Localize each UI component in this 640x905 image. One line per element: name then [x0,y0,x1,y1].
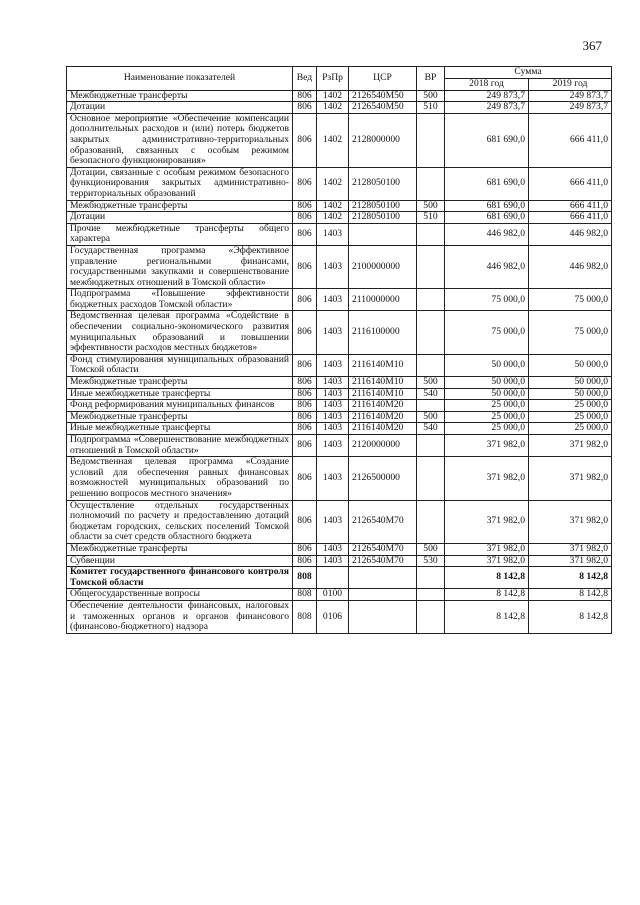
row-rzpr: 1403 [317,223,349,245]
row-value-2018: 50 000,0 [445,377,529,389]
row-rzpr: 1403 [317,411,349,423]
row-value-2018: 371 982,0 [445,543,529,555]
row-csr: 2126540М70 [349,500,417,543]
row-name: Межбюджетные трансферты [67,200,293,212]
row-ved: 806 [293,435,317,457]
row-ved: 806 [293,500,317,543]
row-csr: 2116140М10 [349,377,417,389]
row-ved: 806 [293,354,317,376]
row-rzpr: 1403 [317,457,349,500]
row-value-2018: 8 142,8 [445,600,529,633]
table-row [67,311,612,354]
row-vr: 500 [417,377,445,389]
table-row [67,423,612,435]
row-rzpr: 1402 [317,212,349,224]
row-ved: 806 [293,289,317,311]
row-name: Дотации [67,212,293,224]
table-row [67,167,612,200]
row-name: Общегосударственные вопросы [67,589,293,601]
row-vr [417,223,445,245]
row-name: Основное мероприятие «Обеспечение компенсации дополнительных расходов и (или) потерь бюджетов закрытых административно-территориальных образований, связанных с особым режимом безопасного функционирования» [67,113,293,167]
row-value-2019: 371 982,0 [529,543,612,555]
row-csr: 2128050100 [349,167,417,200]
row-vr [417,457,445,500]
row-value-2019: 75 000,0 [529,289,612,311]
header-rzpr: РзПр [317,67,349,91]
row-name: Обеспечение деятельности финансовых, налоговых и таможенных органов и органов финансового (финансово-бюджетного) надзора [67,600,293,633]
table-row [67,377,612,389]
row-vr: 500 [417,543,445,555]
row-ved: 806 [293,212,317,224]
row-value-2018: 371 982,0 [445,555,529,567]
row-name: Дотации, связанные с особым режимом безопасного функционирования закрытых административно-территориальных образований [67,167,293,200]
row-name: Государственная программа «Эффективное управление региональными финансами, государственными закупками и совершенствование межбюджетных отношений в Томской области» [67,245,293,288]
row-ved: 808 [293,567,317,589]
row-csr: 2126540М70 [349,555,417,567]
row-rzpr: 1403 [317,289,349,311]
table-header [67,67,612,91]
row-csr: 2126540М50 [349,90,417,102]
table-body [67,90,612,633]
row-vr: 500 [417,90,445,102]
row-csr: 2100000000 [349,245,417,288]
row-csr: 2128050100 [349,200,417,212]
row-value-2019: 50 000,0 [529,377,612,389]
row-rzpr: 0100 [317,589,349,601]
row-value-2019: 371 982,0 [529,435,612,457]
row-vr [417,167,445,200]
row-name: Подпрограмма «Повышение эффективности бюджетных расходов Томской области» [67,289,293,311]
row-rzpr: 0106 [317,600,349,633]
table-row [67,113,612,167]
row-rzpr: 1402 [317,113,349,167]
row-vr: 540 [417,388,445,400]
row-value-2018: 50 000,0 [445,388,529,400]
row-value-2019: 8 142,8 [529,600,612,633]
row-vr [417,435,445,457]
row-ved: 806 [293,423,317,435]
row-vr [417,245,445,288]
row-ved: 806 [293,388,317,400]
row-csr: 2116140М20 [349,423,417,435]
row-vr: 540 [417,423,445,435]
row-value-2019: 249 873,7 [529,90,612,102]
row-rzpr: 1402 [317,167,349,200]
table-row [67,223,612,245]
row-name: Ведомственная целевая программа «Содействие в обеспечении социально-экономического развития муниципальных образований и повышении эффективности расходов местных бюджетов» [67,311,293,354]
row-value-2018: 681 690,0 [445,167,529,200]
row-value-2019: 666 411,0 [529,200,612,212]
row-rzpr: 1403 [317,500,349,543]
row-value-2018: 25 000,0 [445,411,529,423]
row-value-2018: 371 982,0 [445,435,529,457]
row-value-2018: 8 142,8 [445,567,529,589]
row-value-2019: 249 873,7 [529,102,612,114]
row-csr: 2120000000 [349,435,417,457]
row-value-2018: 371 982,0 [445,457,529,500]
row-value-2019: 25 000,0 [529,411,612,423]
row-ved: 806 [293,245,317,288]
row-rzpr: 1403 [317,543,349,555]
budget-table [66,66,612,634]
row-name: Ведомственная целевая программа «Создание условий для обеспечения равных финансовых возможностей муниципальных образований по решению вопросов местного значения» [67,457,293,500]
table-row [67,411,612,423]
row-csr: 2126540М70 [349,543,417,555]
row-ved: 806 [293,411,317,423]
row-ved: 808 [293,600,317,633]
row-vr [417,567,445,589]
header-sum: Сумма [445,67,612,79]
row-vr: 510 [417,212,445,224]
table-row [67,245,612,288]
row-value-2019: 75 000,0 [529,311,612,354]
row-value-2018: 371 982,0 [445,500,529,543]
row-name: Комитет государственного финансового контроля Томской области [67,567,293,589]
row-vr [417,589,445,601]
row-vr [417,113,445,167]
row-name: Прочие межбюджетные трансферты общего характера [67,223,293,245]
row-rzpr: 1402 [317,90,349,102]
table-row [67,212,612,224]
row-name: Межбюджетные трансферты [67,90,293,102]
row-csr [349,600,417,633]
row-rzpr: 1403 [317,555,349,567]
row-name: Межбюджетные трансферты [67,411,293,423]
row-rzpr: 1403 [317,435,349,457]
row-rzpr: 1402 [317,102,349,114]
row-value-2018: 75 000,0 [445,311,529,354]
table-row [67,500,612,543]
row-name: Субвенции [67,555,293,567]
table-row [67,435,612,457]
row-vr [417,311,445,354]
row-ved: 806 [293,400,317,412]
row-ved: 806 [293,555,317,567]
table-row [67,400,612,412]
row-value-2018: 249 873,7 [445,90,529,102]
row-value-2018: 446 982,0 [445,245,529,288]
table-row [67,289,612,311]
row-vr [417,600,445,633]
row-csr: 2128000000 [349,113,417,167]
table-row [67,555,612,567]
row-name: Иные межбюджетные трансферты [67,423,293,435]
row-name: Иные межбюджетные трансферты [67,388,293,400]
header-2018: 2018 год [445,79,529,91]
row-rzpr [317,567,349,589]
row-csr [349,589,417,601]
row-csr: 2116140М20 [349,411,417,423]
row-vr [417,289,445,311]
row-ved: 808 [293,589,317,601]
row-value-2019: 666 411,0 [529,212,612,224]
table-row [67,589,612,601]
row-value-2019: 371 982,0 [529,457,612,500]
header-vr: ВР [417,67,445,91]
row-rzpr: 1403 [317,377,349,389]
row-value-2018: 681 690,0 [445,113,529,167]
header-2019: 2019 год [529,79,612,91]
row-value-2019: 8 142,8 [529,589,612,601]
row-value-2018: 681 690,0 [445,212,529,224]
row-csr: 2128050100 [349,212,417,224]
row-ved: 806 [293,377,317,389]
row-rzpr: 1403 [317,388,349,400]
row-csr: 2126540М50 [349,102,417,114]
row-value-2019: 50 000,0 [529,354,612,376]
row-rzpr: 1403 [317,311,349,354]
header-ved: Вед [293,67,317,91]
row-ved: 806 [293,113,317,167]
header-csr: ЦСР [349,67,417,91]
row-value-2018: 25 000,0 [445,400,529,412]
row-ved: 806 [293,200,317,212]
row-csr [349,567,417,589]
table-row [67,200,612,212]
row-vr: 510 [417,102,445,114]
row-csr: 2116140М20 [349,400,417,412]
table-row [67,354,612,376]
row-value-2018: 446 982,0 [445,223,529,245]
row-csr: 2116140М10 [349,354,417,376]
row-rzpr: 1402 [317,200,349,212]
row-value-2018: 50 000,0 [445,354,529,376]
row-rzpr: 1403 [317,354,349,376]
row-csr: 2116100000 [349,311,417,354]
row-name: Фонд реформирования муниципальных финансов [67,400,293,412]
row-value-2019: 371 982,0 [529,555,612,567]
row-vr [417,400,445,412]
row-ved: 806 [293,223,317,245]
table-row [67,90,612,102]
row-value-2018: 8 142,8 [445,589,529,601]
row-csr: 2126500000 [349,457,417,500]
table-row [67,567,612,589]
row-value-2019: 666 411,0 [529,113,612,167]
row-name: Межбюджетные трансферты [67,377,293,389]
table-row [67,388,612,400]
row-rzpr: 1403 [317,245,349,288]
row-ved: 806 [293,311,317,354]
row-vr: 500 [417,411,445,423]
row-value-2018: 249 873,7 [445,102,529,114]
table-row [67,543,612,555]
row-value-2018: 681 690,0 [445,200,529,212]
row-csr [349,223,417,245]
table-row [67,457,612,500]
row-vr: 500 [417,200,445,212]
table-row [67,102,612,114]
table-row [67,600,612,633]
row-ved: 806 [293,102,317,114]
row-value-2018: 25 000,0 [445,423,529,435]
row-rzpr: 1403 [317,423,349,435]
row-ved: 806 [293,167,317,200]
row-csr: 2110000000 [349,289,417,311]
row-name: Подпрограмма «Совершенствование межбюджетных отношений в Томской области» [67,435,293,457]
row-value-2019: 666 411,0 [529,167,612,200]
row-rzpr: 1403 [317,400,349,412]
row-vr: 530 [417,555,445,567]
row-value-2019: 8 142,8 [529,567,612,589]
row-name: Межбюджетные трансферты [67,543,293,555]
row-ved: 806 [293,543,317,555]
row-value-2019: 50 000,0 [529,388,612,400]
row-name: Дотации [67,102,293,114]
header-name: Наименование показателей [67,67,293,91]
row-value-2019: 446 982,0 [529,223,612,245]
row-value-2019: 371 982,0 [529,500,612,543]
row-value-2018: 75 000,0 [445,289,529,311]
row-vr [417,500,445,543]
row-ved: 806 [293,457,317,500]
row-value-2019: 25 000,0 [529,423,612,435]
row-name: Фонд стимулирования муниципальных образований Томской области [67,354,293,376]
row-ved: 806 [293,90,317,102]
row-csr: 2116140М10 [349,388,417,400]
row-vr [417,354,445,376]
row-value-2019: 25 000,0 [529,400,612,412]
row-name: Осуществление отдельных государственных полномочий по расчету и предоставлению дотаций бюджетам городских, сельских поселений Томской области за счет средств областного бюджета [67,500,293,543]
page-number: 367 [582,38,602,53]
row-value-2019: 446 982,0 [529,245,612,288]
